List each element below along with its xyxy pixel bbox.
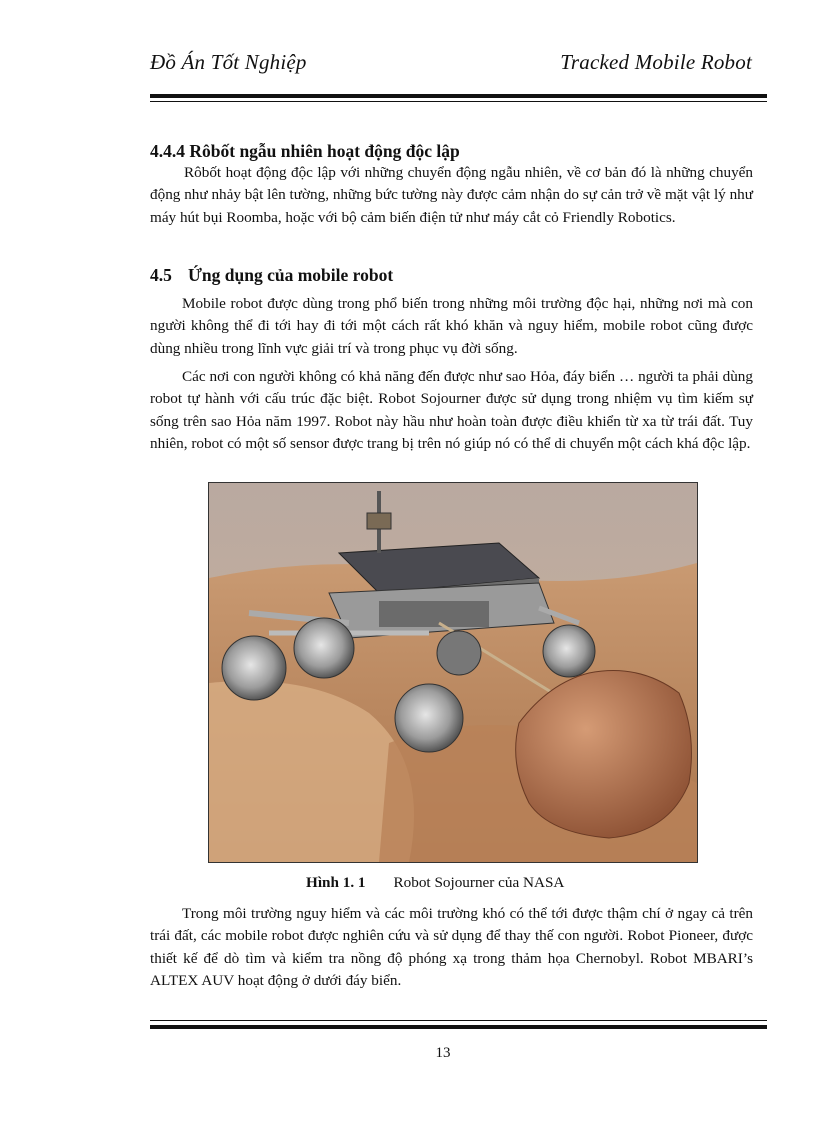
header-rule-thin	[150, 101, 767, 102]
figure-sojourner-photo	[208, 482, 698, 863]
header-left-title: Đồ Án Tốt Nghiệp	[150, 50, 307, 74]
sojourner-illustration	[209, 483, 697, 862]
header-rule-thick	[150, 94, 767, 98]
footer-rule-thin	[150, 1020, 767, 1021]
paragraph-applications-1: Mobile robot được dùng trong phổ biến trong những môi trường độc hại, những nơi mà con người không thể đi tới hay đi tới một cách rất khó khăn và nguy hiểm, mobile robot cũng được dùng nhiều trong lĩnh vực giải trí và trong phục vụ đời sống.	[150, 295, 753, 357]
header-right-title: Tracked Mobile Robot	[560, 50, 752, 74]
figure-label: Hình 1. 1	[306, 874, 366, 891]
section-heading-4-4-4: 4.4.4 Rôbốt ngẫu nhiên hoạt động độc lập	[150, 141, 460, 161]
section-number: 4.5	[150, 265, 172, 285]
paragraph-applications-3: Trong môi trường nguy hiểm và các môi trường khó có thể tới được thậm chí ở ngay cả trên trái đất, các mobile robot được nghiên cứu và sử dụng để thay thế con người. Robot Pioneer, được thiết kế để dò tìm và kiểm tra nồng độ phóng xạ trong thảm họa Chernobyl. Robot MBARI’s ALTEX AUV hoạt động ở dưới đáy biển.	[150, 905, 753, 989]
section-heading-4-5	[150, 265, 393, 286]
section-title: Ứng dụng của mobile robot	[188, 265, 394, 285]
footer-rule-thick	[150, 1025, 767, 1029]
page-number: 13	[435, 1045, 451, 1061]
paragraph-applications-2: Các nơi con người không có khả năng đến được như sao Hỏa, đáy biển … người ta phải dùng robot tự hành với cấu trúc đặc biệt. Robot Sojourner được sử dụng trong nhiệm vụ tìm kiếm sự sống trên sao Hỏa năm 1997. Robot này hầu như hoàn toàn được điều khiển từ xa từ trái đất. Tuy nhiên, robot có một số sensor được trang bị trên nó giúp nó có thể di chuyển một cách khá độc lập.	[150, 368, 753, 452]
figure-caption	[306, 874, 564, 892]
paragraph-4-4-4: Rôbốt hoạt động độc lập với những chuyển động ngẫu nhiên, về cơ bản đó là những chuyển động như nhảy bật lên tường, những bức tường này được cảm nhận do sự cản trở về mặt vật lý như máy hút bụi Roomba, hoặc với bộ cảm biến điện tử như máy cắt cỏ Friendly Robotics.	[150, 164, 753, 226]
figure-caption-text: Robot Sojourner của NASA	[393, 874, 565, 891]
